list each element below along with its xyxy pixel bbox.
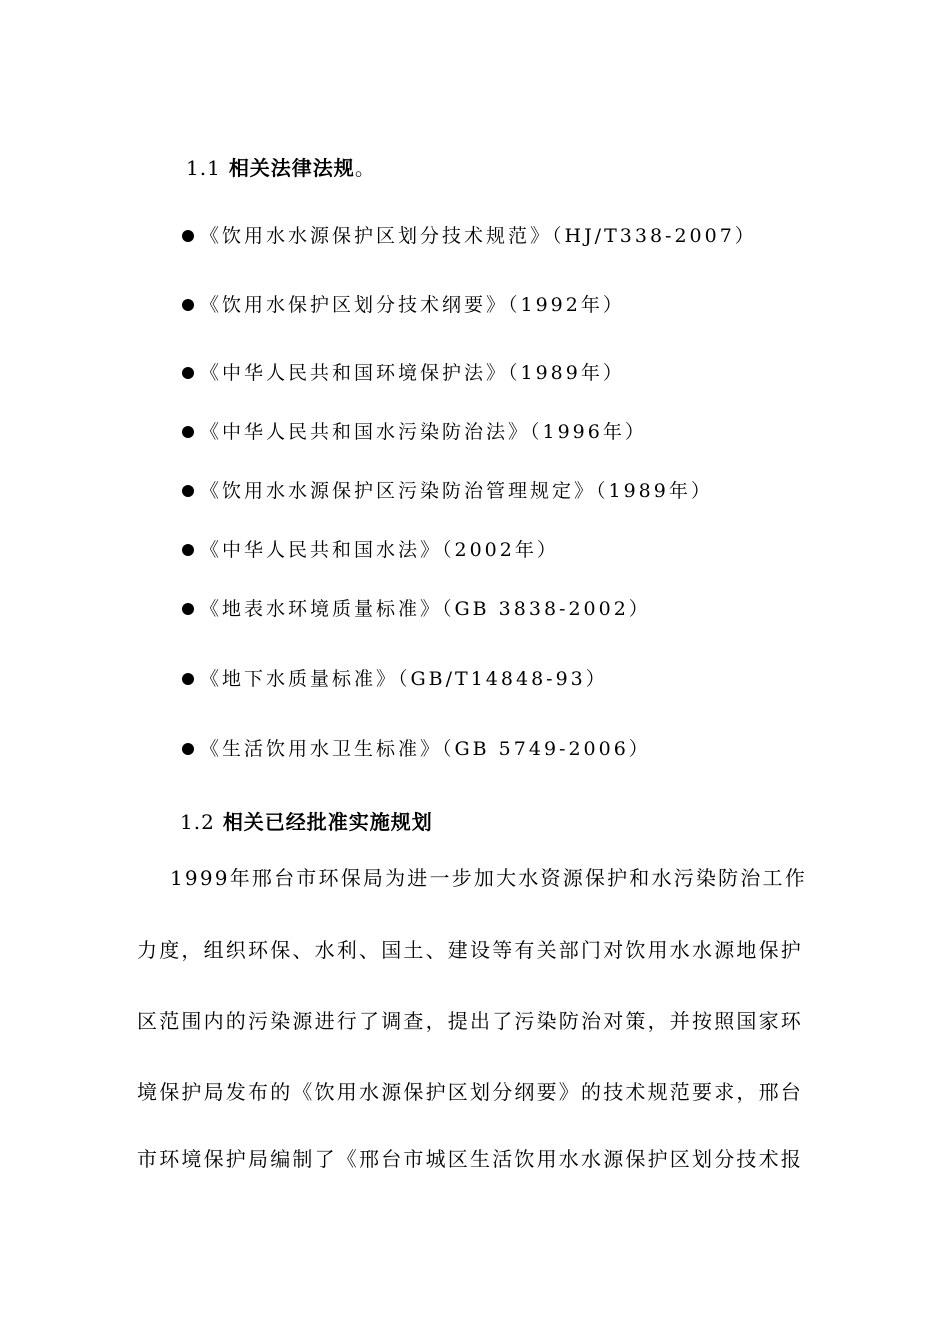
bullet-icon [182,485,194,497]
section-title-suffix: 。 [354,156,376,180]
section-title: 相关法律法规 [228,156,355,180]
bullet-icon [182,743,194,755]
section-heading-1-2 [180,806,433,835]
list-item [182,734,651,761]
section-title: 相关已经批准实施规划 [222,810,433,834]
list-item-text: 《地下水质量标准》（GB/T14848-93） [200,668,608,690]
list-item-text: 《饮用水水源保护区划分技术规范》（HJ/T338-2007） [200,225,757,247]
list-item-text: 《中华人民共和国水法》（2002年） [200,539,559,561]
list-item [182,664,608,691]
bullet-icon [182,673,194,685]
list-item-text: 《生活饮用水卫生标准》（GB 5749-2006） [200,738,651,760]
paragraph-line: 境保护局发布的《饮用水源保护区划分纲要》的技术规范要求，邢台 [137,1080,803,1104]
paragraph-line: 区范围内的污染源进行了调查，提出了污染防治对策，并按照国家环 [137,1009,803,1033]
paragraph-line: 市环境保护局编制了《邢台市城区生活饮用水水源保护区划分技术报 [137,1147,803,1171]
bullet-icon [182,299,194,311]
paragraph-line: 力度，组织环保、水利、国土、建设等有关部门对饮用水水源地保护 [137,938,803,962]
section-heading-1-1 [186,152,376,181]
list-item-text: 《中华人民共和国环境保护法》（1989年） [200,362,625,384]
list-item-text: 《饮用水保护区划分技术纲要》（1992年） [200,294,625,316]
list-item [182,290,625,317]
bullet-icon [182,426,194,438]
list-item-text: 《中华人民共和国水污染防治法》（1996年） [200,421,647,443]
list-item [182,476,713,503]
bullet-icon [182,230,194,242]
list-item [182,417,647,444]
section-number: 1.2 [180,810,215,834]
bullet-icon [182,544,194,556]
list-item-text: 《饮用水水源保护区污染防治管理规定》（1989年） [200,480,713,502]
list-item-text: 《地表水环境质量标准》（GB 3838-2002） [200,598,651,620]
bullet-icon [182,603,194,615]
list-item [182,594,651,621]
section-number: 1.1 [186,156,221,180]
list-item [182,221,757,248]
list-item [182,358,625,385]
paragraph-line: 1999年邢台市环保局为进一步加大水资源保护和水污染防治工作 [170,866,807,890]
list-item [182,535,559,562]
bullet-icon [182,367,194,379]
